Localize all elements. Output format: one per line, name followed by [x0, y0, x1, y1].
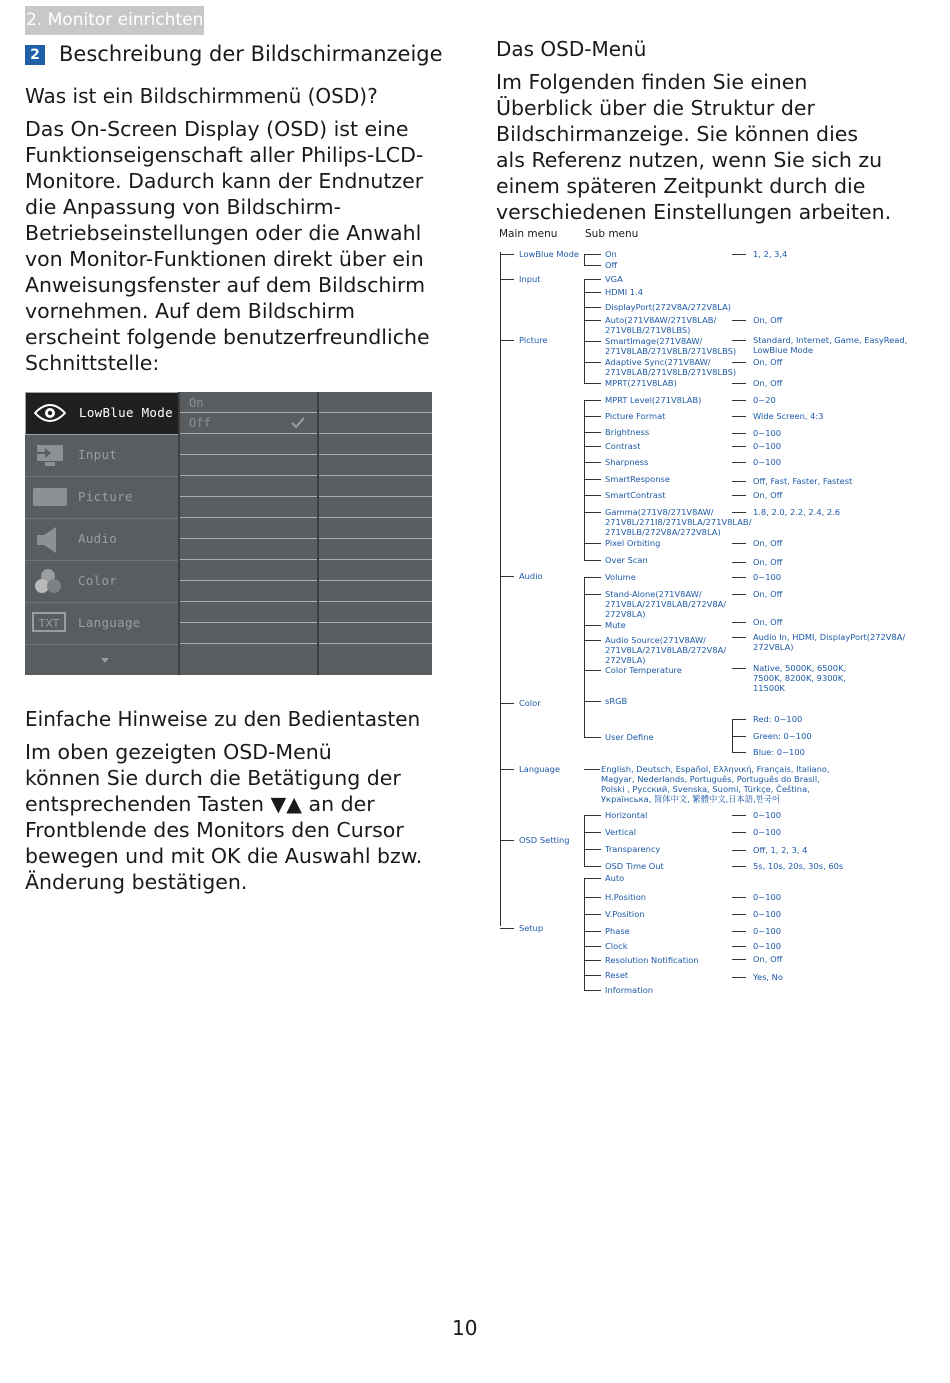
paragraph-line: Überblick über die Struktur der — [496, 96, 815, 120]
main-menu-item: OSD Setting — [519, 835, 570, 845]
paragraph-line: Bildschirmanzeige. Sie können dies — [496, 122, 859, 146]
value-branch-line — [732, 577, 746, 578]
sub-menu-branch-line — [584, 975, 601, 976]
sub-menu-item: Auto — [605, 873, 625, 883]
value-branch-line — [732, 320, 746, 321]
sub-menu-branch-line — [584, 625, 601, 626]
sub-menu-bracket-line — [584, 815, 585, 866]
setting-value: Off, 1, 2, 3, 4 — [753, 845, 808, 855]
value-branch-line — [732, 543, 746, 544]
sub-menu-item: Clock — [605, 941, 628, 951]
setting-value: 0~100 — [753, 572, 782, 582]
sub-menu-branch-line — [584, 897, 601, 898]
sub-menu-item: Information — [605, 985, 654, 995]
submenu-row-line — [180, 496, 317, 497]
setting-value: Blue: 0~100 — [753, 747, 805, 757]
paragraph-line: einem späteren Zeitpunkt durch die — [496, 174, 866, 198]
main-menu-branch-line — [500, 703, 514, 704]
main-menu-branch-line — [500, 340, 514, 341]
sub-menu-item: English, Deutsch, Español, Ελληνική, Français, Italiano, Magyar, Nederlands, Português, Português do Brasil, Polski , Русский, Svenska, Suomi, Türkçe, Čeština, Українська, 简体中文, 繁體中文,日本語,한국어 — [601, 764, 830, 804]
color-circles-icon — [34, 567, 62, 595]
main-menu-branch-line — [500, 840, 514, 841]
sub-menu-branch-line — [584, 701, 601, 702]
sub-menu-branch-line — [584, 362, 601, 363]
speaker-icon — [37, 527, 59, 553]
main-menu-item: Color — [519, 698, 541, 708]
value-branch-line — [732, 959, 746, 960]
sub-menu-item: Pixel Orbiting — [605, 538, 661, 548]
sub-menu-branch-line — [584, 341, 601, 342]
sub-menu-branch-line — [584, 670, 601, 671]
sub-menu-item: Reset — [605, 970, 629, 980]
setting-value: Green: 0~100 — [753, 731, 812, 741]
sub-menu-bracket-line — [584, 254, 585, 265]
sub-menu-item: Sharpness — [605, 457, 649, 467]
paragraph-line: Änderung bestätigen. — [25, 870, 248, 894]
value-branch-line — [732, 946, 746, 947]
sub-menu-item: MPRT Level(271V8LAB) — [605, 395, 702, 405]
value-branch-line — [732, 416, 746, 417]
submenu-row-line — [319, 643, 432, 644]
input-icon — [33, 444, 65, 468]
sub-menu-item: Contrast — [605, 441, 641, 451]
osd-option-off: Off — [189, 416, 211, 430]
sub-menu-bracket-line — [584, 400, 585, 560]
submenu-row-line — [319, 580, 432, 581]
sub-menu-bracket-line — [584, 878, 585, 990]
setting-value: On, Off — [753, 557, 783, 567]
paragraph-line: Das On-Screen Display (OSD) ist eine — [25, 117, 409, 141]
sub-menu-branch-line — [584, 594, 601, 595]
sub-menu-branch-line — [584, 640, 601, 641]
setting-value: Yes, No — [753, 972, 783, 982]
main-menu-item: LowBlue Mode — [519, 249, 579, 259]
setting-value: Native, 5000K, 6500K, 7500K, 8200K, 9300K, 11500K — [753, 663, 847, 693]
paragraph-line: verschiedenen Einstellungen arbeiten. — [496, 200, 892, 224]
sub-menu-item: V.Position — [605, 909, 645, 919]
sub-menu-branch-line — [584, 866, 601, 867]
paragraph-line: die Anpassung von Bildschirm- — [25, 195, 342, 219]
submenu-row-line — [180, 580, 317, 581]
sub-menu-branch-line — [584, 878, 601, 879]
osd-item-language — [25, 603, 178, 645]
osd-item-label: Picture — [78, 489, 133, 504]
osd-intro-paragraph — [25, 116, 430, 376]
paragraph-line: Frontblende des Monitors den Cursor — [25, 818, 404, 842]
sub-menu-item: Vertical — [605, 827, 637, 837]
sub-menu-item: SmartResponse — [605, 474, 670, 484]
sub-menu-item: VGA — [605, 274, 623, 284]
setting-value: Standard, Internet, Game, EasyRead, LowBlue Mode — [753, 335, 908, 355]
paragraph-line: erscheint folgende benutzerfreundliche — [25, 325, 430, 349]
submenu-row-line — [180, 517, 317, 518]
value-branch-line — [732, 433, 746, 434]
main-menu-branch-line — [500, 254, 514, 255]
submenu-row-line — [180, 433, 317, 434]
submenu-row-line — [319, 538, 432, 539]
checkmark-icon — [291, 417, 305, 429]
text-language-icon — [32, 612, 66, 634]
heading-what-is-osd: Was ist ein Bildschirmmenü (OSD)? — [25, 84, 378, 108]
sub-menu-branch-line — [584, 832, 601, 833]
sub-menu-branch-line — [584, 292, 601, 293]
setting-value: 0~100 — [753, 926, 782, 936]
scroll-down-arrow-icon — [101, 658, 109, 663]
main-menu-item: Language — [519, 764, 560, 774]
eye-icon — [34, 403, 66, 423]
osd-overview-paragraph — [496, 69, 891, 225]
setting-value: On, Off — [753, 315, 783, 325]
osd-item-audio — [25, 519, 178, 561]
osd-item-lowblue-mode — [25, 392, 180, 435]
sub-menu-branch-line — [584, 577, 601, 578]
sub-menu-branch-line — [584, 254, 601, 255]
value-branch-line — [732, 977, 746, 978]
sub-menu-branch-line — [584, 931, 601, 932]
osd-item-color — [25, 561, 178, 603]
setting-value: 1, 2, 3,4 — [753, 249, 788, 259]
main-menu-item: Input — [519, 274, 541, 284]
sub-menu-branch-line — [584, 914, 601, 915]
sub-menu-item: Adaptive Sync(271V8AW/ 271V8LAB/271V8LB/271V8LBS) — [605, 357, 737, 377]
sub-menu-branch-line — [584, 769, 600, 770]
heading-control-keys: Einfache Hinweise zu den Bedientasten — [25, 707, 421, 731]
setting-value: 0~100 — [753, 941, 782, 951]
value-branch-line — [732, 622, 746, 623]
value-branch-line — [732, 562, 746, 563]
setting-value: On, Off — [753, 378, 783, 388]
setting-value: 1.8, 2.0, 2.2, 2.4, 2.6 — [753, 507, 841, 517]
submenu-row-line — [319, 454, 432, 455]
sub-menu-item: Over Scan — [605, 555, 648, 565]
value-branch-line — [732, 362, 746, 363]
value-branch-line — [732, 462, 746, 463]
setting-value: 0~100 — [753, 441, 782, 451]
sub-menu-item: DisplayPort(272V8A/272V8LA) — [605, 302, 732, 312]
setting-value: 0~100 — [753, 827, 782, 837]
main-menu-branch-line — [500, 279, 514, 280]
value-branch-line — [732, 866, 746, 867]
sub-menu-item: MPRT(271V8LAB) — [605, 378, 677, 388]
value-branch-line — [732, 594, 746, 595]
sub-menu-branch-line — [584, 320, 601, 321]
page-number: 10 — [452, 1316, 478, 1340]
value-branch-line — [732, 512, 746, 513]
paragraph-line: entsprechenden Tasten ▼▲ an der — [25, 792, 375, 816]
value-branch-line — [732, 254, 746, 255]
main-menu-item: Setup — [519, 923, 544, 933]
sub-menu-branch-line — [584, 495, 601, 496]
sub-menu-branch-line — [584, 383, 601, 384]
setting-value: 0~100 — [753, 457, 782, 467]
main-menu-branch-line — [500, 928, 514, 929]
sub-menu-branch-line — [584, 946, 601, 947]
setting-value: On, Off — [753, 617, 783, 627]
section-title: Beschreibung der Bildschirmanzeige — [59, 42, 443, 66]
value-branch-line — [732, 832, 746, 833]
setting-value: On, Off — [753, 589, 783, 599]
osd-item-picture — [25, 477, 178, 519]
submenu-row-line — [319, 601, 432, 602]
sub-menu-item: Auto(271V8AW/271V8LAB/ 271V8LB/271V8LBS) — [605, 315, 717, 335]
setting-value: On, Off — [753, 538, 783, 548]
main-menu-branch-line — [500, 769, 514, 770]
sub-menu-item: Horizontal — [605, 810, 648, 820]
sub-menu-branch-line — [584, 416, 601, 417]
osd-structure-tree — [496, 228, 936, 998]
submenu-row-line — [180, 601, 317, 602]
value-branch-line — [732, 481, 746, 482]
main-menu-trunk-line — [500, 252, 501, 926]
sub-menu-item: On — [605, 249, 617, 259]
submenu-row-line — [180, 559, 317, 560]
svg-text:TXT: TXT — [38, 617, 60, 630]
sub-menu-item: Audio Source(271V8AW/ 271V8LA/271V8LAB/272V8A/ 272V8LA) — [605, 635, 727, 665]
submenu-row-line — [319, 517, 432, 518]
sub-menu-item: Gamma(271V8/271V8AW/ 271V8L/271I8/271V8LA/271V8LAB/ 271V8LB/272V8A/272V8LA) — [605, 507, 752, 537]
sub-menu-branch-line — [584, 479, 601, 480]
sub-menu-item: User Define — [605, 732, 654, 742]
chapter-header: 2. Monitor einrichten — [25, 6, 204, 35]
paragraph-line: Monitore. Dadurch kann der Endnutzer — [25, 169, 424, 193]
osd-item-label: Input — [78, 447, 118, 462]
sub-menu-item: Color Temperature — [605, 665, 682, 675]
section-number-badge: 2 — [25, 45, 45, 65]
sub-menu-item: H.Position — [605, 892, 647, 902]
value-branch-line — [732, 340, 746, 341]
value-branch-line — [732, 446, 746, 447]
sub-menu-item: Volume — [605, 572, 636, 582]
submenu-row-line — [180, 475, 317, 476]
sub-menu-branch-line — [584, 462, 601, 463]
setting-value: Wide Screen, 4:3 — [753, 411, 824, 421]
submenu-row-line — [180, 538, 317, 539]
value-branch-line — [732, 400, 746, 401]
sub-menu-branch-line — [584, 279, 601, 280]
sub-menu-branch-line — [584, 446, 601, 447]
value-branch-line — [732, 668, 746, 669]
picture-icon — [33, 488, 67, 508]
setting-value: Audio In, HDMI, DisplayPort(272V8A/ 272V8LA) — [753, 632, 906, 652]
setting-value: 0~20 — [753, 395, 776, 405]
value-branch-line — [732, 383, 746, 384]
heading-osd-menu: Das OSD-Menü — [496, 37, 647, 61]
sub-menu-branch-line — [584, 960, 601, 961]
sub-menu-bracket-line — [584, 670, 585, 737]
sub-menu-item: Mute — [605, 620, 626, 630]
setting-value: 0~100 — [753, 909, 782, 919]
value-branch-line — [732, 931, 746, 932]
sub-menu-branch-line — [584, 307, 601, 308]
value-branch-line — [732, 752, 746, 753]
sub-menu-item: HDMI 1.4 — [605, 287, 644, 297]
sub-menu-branch-line — [584, 560, 601, 561]
paragraph-line: von Monitor-Funktionen direkt über ein — [25, 247, 424, 271]
sub-menu-item: Picture Format — [605, 411, 666, 421]
submenu-row-line — [319, 496, 432, 497]
submenu-row-line — [319, 622, 432, 623]
sub-menu-branch-line — [584, 990, 601, 991]
main-menu-branch-line — [500, 576, 514, 577]
paragraph-line: können Sie durch die Betätigung der — [25, 766, 401, 790]
sub-menu-item: sRGB — [605, 696, 628, 706]
setting-value: On, Off — [753, 357, 783, 367]
setting-value: Red: 0~100 — [753, 714, 803, 724]
sub-menu-item: OSD Time Out — [605, 861, 664, 871]
setting-value: 0~100 — [753, 428, 782, 438]
sub-menu-item: Resolution Notification — [605, 955, 699, 965]
sub-menu-branch-line — [584, 512, 601, 513]
sub-menu-branch-line — [584, 432, 601, 433]
value-branch-line — [732, 850, 746, 851]
osd-menu-illustration — [25, 392, 432, 675]
paragraph-line: bewegen und mit OK die Auswahl bzw. — [25, 844, 423, 868]
osd-item-label: Audio — [78, 531, 118, 546]
submenu-row-line — [180, 412, 317, 413]
sub-menu-header: Sub menu — [585, 228, 639, 240]
osd-option-on: On — [189, 396, 204, 410]
submenu-row-line — [319, 412, 432, 413]
osd-item-label: Language — [78, 615, 141, 630]
paragraph-line: als Referenz nutzen, wenn Sie sich zu — [496, 148, 883, 172]
submenu-row-line — [319, 433, 432, 434]
paragraph-line: Im oben gezeigten OSD-Menü — [25, 740, 332, 764]
setting-value: 5s, 10s, 20s, 30s, 60s — [753, 861, 844, 871]
main-menu-item: Picture — [519, 335, 548, 345]
sub-menu-bracket-line — [584, 577, 585, 670]
submenu-row-line — [180, 454, 317, 455]
sub-menu-item: SmartImage(271V8AW/ 271V8LAB/271V8LB/271V8LBS) — [605, 336, 737, 356]
paragraph-line: vornehmen. Auf dem Bildschirm — [25, 299, 355, 323]
value-branch-line — [732, 736, 746, 737]
submenu-row-line — [180, 622, 317, 623]
sub-menu-branch-line — [584, 815, 601, 816]
control-keys-paragraph — [25, 739, 422, 895]
setting-value: Off, Fast, Faster, Fastest — [753, 476, 853, 486]
sub-menu-bracket-line — [584, 279, 585, 383]
osd-main-column — [25, 392, 178, 675]
paragraph-line: Anweisungsfenster auf dem Bildschirm — [25, 273, 426, 297]
value-branch-line — [732, 897, 746, 898]
value-branch-line — [732, 495, 746, 496]
value-branch-line — [732, 637, 746, 638]
osd-item-label: LowBlue Mode — [79, 405, 173, 420]
sub-menu-item: SmartContrast — [605, 490, 666, 500]
paragraph-line: Im Folgenden finden Sie einen — [496, 70, 808, 94]
sub-menu-item: Phase — [605, 926, 630, 936]
paragraph-line: Schnittstelle: — [25, 351, 160, 375]
paragraph-line: Funktionseigenschaft aller Philips-LCD- — [25, 143, 424, 167]
setting-value: On, Off — [753, 490, 783, 500]
main-menu-item: Audio — [519, 571, 543, 581]
sub-menu-item: Brightness — [605, 427, 650, 437]
submenu-row-line — [180, 643, 317, 644]
value-branch-line — [732, 815, 746, 816]
column-separator — [317, 392, 319, 675]
setting-value: 0~100 — [753, 810, 782, 820]
column-separator — [178, 392, 180, 675]
osd-item-label: Color — [78, 573, 118, 588]
sub-menu-branch-line — [584, 265, 601, 266]
sub-menu-branch-line — [584, 543, 601, 544]
value-branch-line — [732, 719, 746, 720]
paragraph-line: Betriebseinstellungen oder die Anwahl — [25, 221, 422, 245]
sub-menu-item: Transparency — [605, 844, 661, 854]
submenu-row-line — [319, 559, 432, 560]
sub-menu-branch-line — [584, 400, 601, 401]
value-branch-line — [732, 914, 746, 915]
setting-value: 0~100 — [753, 892, 782, 902]
submenu-row-line — [319, 475, 432, 476]
sub-menu-branch-line — [584, 737, 601, 738]
sub-menu-item: Off — [605, 260, 618, 270]
osd-item-input — [25, 435, 178, 477]
setting-value: On, Off — [753, 954, 783, 964]
sub-menu-branch-line — [584, 849, 601, 850]
main-menu-header: Main menu — [499, 228, 558, 240]
sub-menu-item: Stand-Alone(271V8AW/ 271V8LA/271V8LAB/272V8A/ 272V8LA) — [605, 589, 727, 619]
